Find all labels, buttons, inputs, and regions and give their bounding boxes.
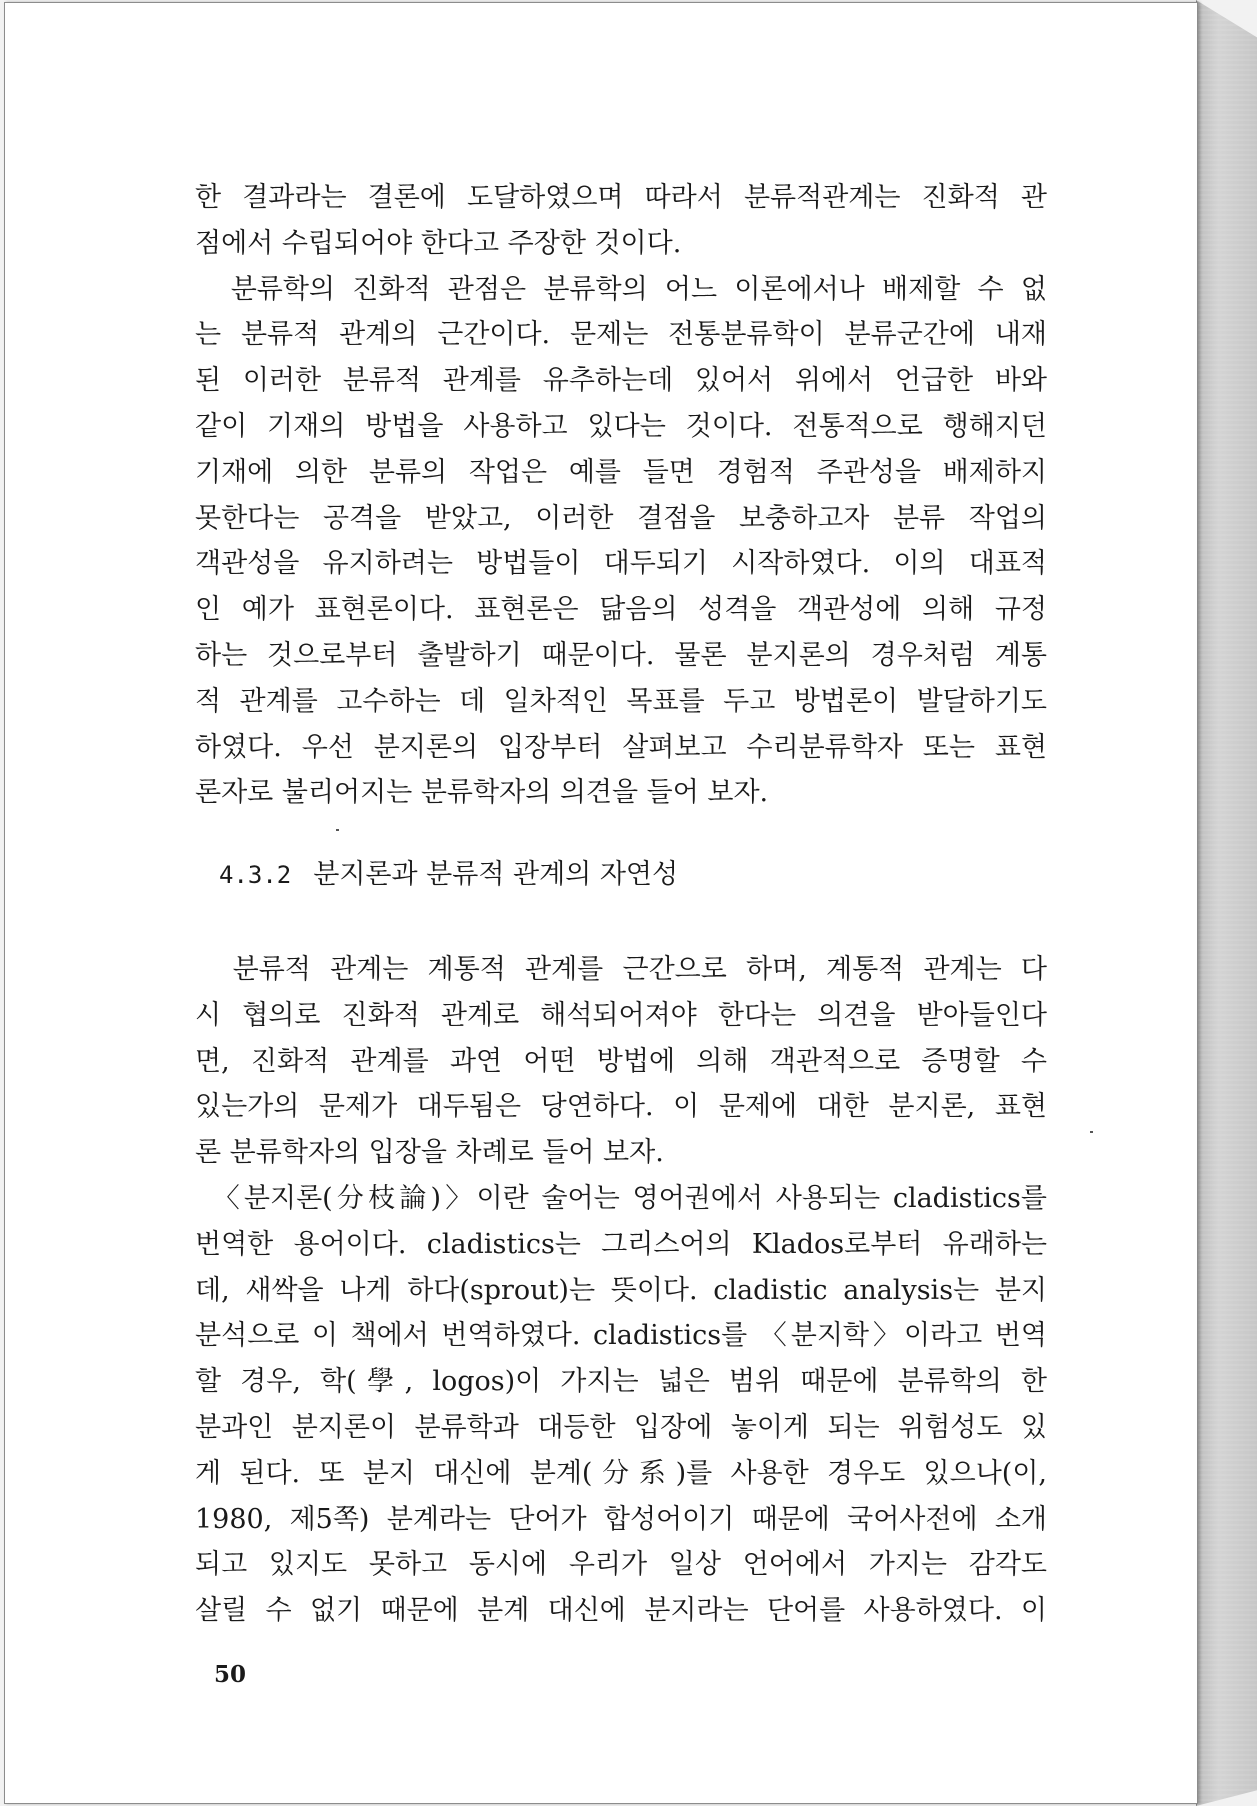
text-line: 하는 것으로부터 출발하기 때문이다. 물론 분지론의 경우처럼 계통: [195, 639, 1047, 671]
book-page: [4, 2, 1198, 1804]
text-line: 객관성을 유지하려는 방법들이 대두되기 시작하였다. 이의 대표적: [195, 548, 1047, 580]
text-line: 되고 있지도 못하고 동시에 우리가 일상 언어에서 가지는 감각도: [195, 1549, 1047, 1581]
print-speck: [336, 829, 339, 831]
text-line: 게 된다. 또 분지 대신에 분계(分系)를 사용한 경우도 있으나(이,: [195, 1457, 1047, 1489]
text-line: 론 분류학자의 입장을 차례로 들어 보자.: [195, 1137, 664, 1169]
text-line: 한 결과라는 결론에 도달하였으며 따라서 분류적관계는 진화적 관: [195, 182, 1047, 213]
section-title: 분지론과 분류적 관계의 자연성: [313, 859, 679, 890]
page-edge: [1196, 0, 1257, 1806]
text-line: 는 분류적 관계의 근간이다. 문제는 전통분류학이 분류군간에 내재: [195, 319, 1047, 351]
text-line: 번역한 용어이다. cladistics는 그리스어의 Klados로부터 유래하는: [195, 1228, 1047, 1260]
text-line: 론자로 불리어지는 분류학자의 의견을 들어 보자.: [195, 777, 769, 809]
text-line: 살릴 수 없기 때문에 분계 대신에 분지라는 단어를 사용하였다. 이: [195, 1595, 1047, 1627]
text-line: 분류학의 진화적 관점은 분류학의 어느 이론에서나 배제할 수 없: [195, 273, 1047, 305]
text-line: 할 경우, 학(學, logos)이 가지는 넓은 범위 때문에 분류학의 한: [195, 1366, 1047, 1398]
text-line: 분과인 분지론이 분류학과 대등한 입장에 놓이게 되는 위험성도 있: [195, 1411, 1047, 1443]
paragraph-block-1: [195, 175, 1047, 816]
text-line: 1980, 제5쪽) 분계라는 단어가 합성어이기 때문에 국어사전에 소개: [195, 1503, 1047, 1535]
text-line: 못한다는 공격을 받았고, 이러한 결점을 보충하고자 분류 작업의: [195, 502, 1047, 534]
text-line: 하였다. 우선 분지론의 입장부터 살펴보고 수리분류학자 또는 표현: [195, 731, 1047, 763]
text-line: 분석으로 이 책에서 번역하였다. cladistics를 〈분지학〉이라고 번역: [195, 1320, 1047, 1352]
section-heading: [219, 855, 678, 895]
text-line: 〈분지론(分枝論)〉이란 술어는 영어권에서 사용되는 cladistics를: [195, 1182, 1047, 1214]
page-number: 50: [214, 1661, 247, 1688]
text-line: 인 예가 표현론이다. 표현론은 닮음의 성격을 객관성에 의해 규정: [195, 594, 1047, 626]
text-line: 점에서 수립되어야 한다고 주장한 것이다.: [195, 227, 682, 259]
text-line: 같이 기재의 방법을 사용하고 있다는 것이다. 전통적으로 행해지던: [195, 410, 1047, 442]
section-number: 4.3.2: [219, 861, 292, 889]
text-line: 데, 새싹을 나게 하다(sprout)는 뜻이다. cladistic analysis는 분지: [195, 1274, 1047, 1306]
text-line: 기재에 의한 분류의 작업은 예를 들면 경험적 주관성을 배제하지: [195, 456, 1047, 488]
text-line: 된 이러한 분류적 관계를 유추하는데 있어서 위에서 언급한 바와: [195, 365, 1047, 397]
print-speck: [1090, 1131, 1093, 1133]
text-line: 면, 진화적 관계를 과연 어떤 방법에 의해 객관적으로 증명할 수: [195, 1045, 1047, 1077]
text-line: 적 관계를 고수하는 데 일차적인 목표를 두고 방법론이 발달하기도: [195, 685, 1047, 717]
paragraph-block-2: [195, 947, 1047, 1634]
text-line: 분류적 관계는 계통적 관계를 근간으로 하며, 계통적 관계는 다: [195, 954, 1047, 985]
text-line: 있는가의 문제가 대두됨은 당연하다. 이 문제에 대한 분지론, 표현: [195, 1091, 1047, 1123]
text-line: 시 협의로 진화적 관계로 해석되어져야 한다는 의견을 받아들인다: [195, 999, 1047, 1031]
